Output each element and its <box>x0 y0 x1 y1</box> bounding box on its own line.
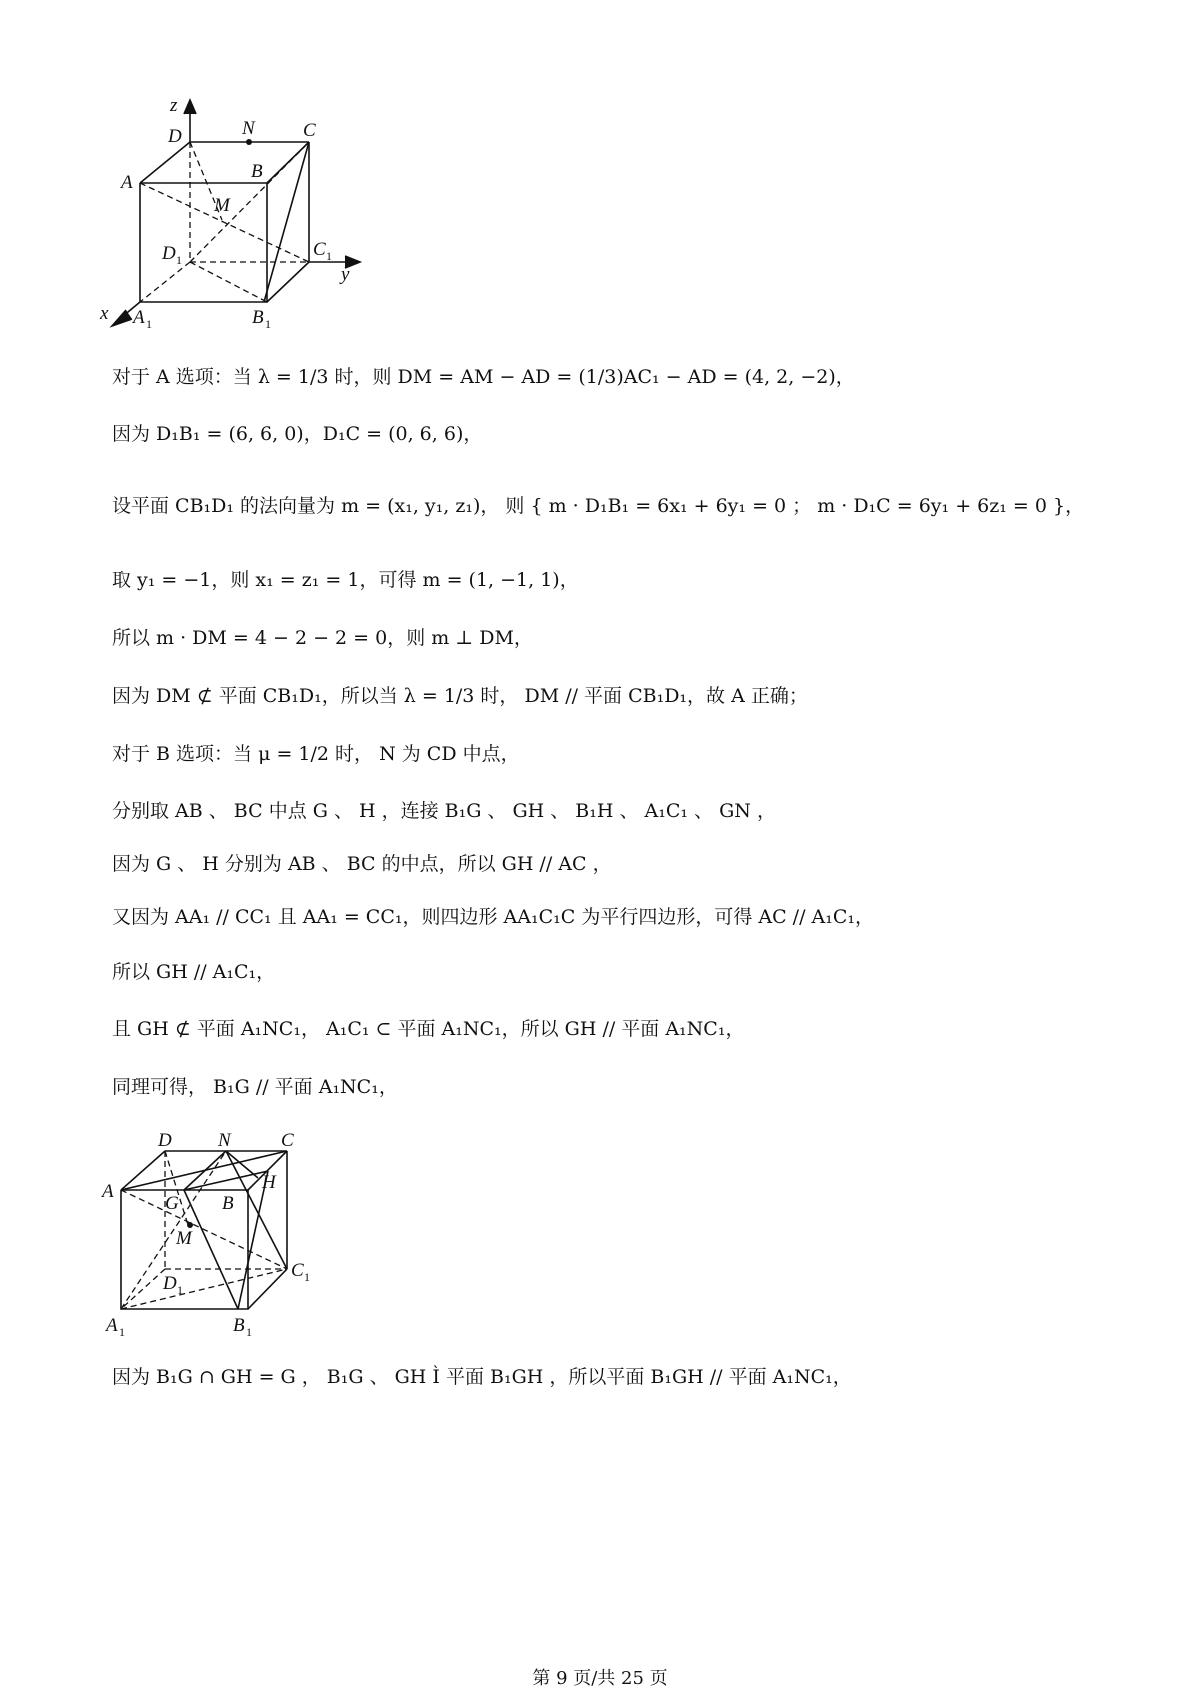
cube-figure-1 <box>95 90 375 340</box>
label-A: A <box>102 1181 114 1202</box>
line-normal-vector-system: 设平面 CB₁D₁ 的法向量为 m = (x₁, y₁, z₁)， 则 { m · D₁B₁ = 6x₁ + 6y₁ = 0 ； m · D₁C = 6y₁ + 6z₁ = 0 }， <box>112 495 1085 517</box>
label-C: C <box>303 120 316 141</box>
line-b1g-parallel-plane: 同理可得， B₁G // 平面 A₁NC₁， <box>112 1076 398 1098</box>
label-A: A <box>121 172 133 193</box>
svg-text:1: 1 <box>265 317 271 331</box>
label-B: B <box>251 161 263 182</box>
line-gh-parallel-ac: 因为 G 、 H 分别为 AB 、 BC 的中点，所以 GH // AC ， <box>112 853 612 875</box>
svg-text:1: 1 <box>146 317 152 331</box>
svg-text:1: 1 <box>177 1283 183 1297</box>
line-a-correct: 因为 DM ⊄ 平面 CB₁D₁，所以当 λ = 1/3 时， DM // 平面 CB₁D₁，故 A 正确； <box>112 685 808 707</box>
label-G: G <box>165 1193 179 1214</box>
svg-text:1: 1 <box>326 249 332 263</box>
label-D1: D <box>163 1273 177 1294</box>
line-option-a: 对于 A 选项：当 λ = 1/3 时，则 DM = AM − AD = (1/3)AC₁ − AD = (4, 2, −2)， <box>112 366 855 388</box>
label-C1: C <box>291 1260 304 1281</box>
label-D: D <box>168 126 182 147</box>
label-N: N <box>218 1130 231 1151</box>
label-A1: A <box>133 307 145 328</box>
svg-text:1: 1 <box>176 253 182 267</box>
svg-text:1: 1 <box>119 1325 125 1339</box>
line-gh-parallel-plane: 且 GH ⊄ 平面 A₁NC₁， A₁C₁ ⊂ 平面 A₁NC₁，所以 GH // 平面 A₁NC₁， <box>112 1018 745 1040</box>
label-D1: D <box>162 243 176 264</box>
label-y: y <box>341 264 350 285</box>
label-M: M <box>176 1228 192 1249</box>
point-N <box>246 139 252 145</box>
line-planes-parallel: 因为 B₁G ∩ GH = G ， B₁G 、 GH Ì 平面 B₁GH ，所以平面 B₁GH // 平面 A₁NC₁， <box>112 1366 852 1388</box>
label-H: H <box>262 1172 276 1193</box>
line-vectors-d1b1-d1c: 因为 D₁B₁ = (6, 6, 0)，D₁C = (0, 6, 6)， <box>112 423 483 445</box>
svg-text:1: 1 <box>304 1270 310 1284</box>
label-C: C <box>281 1130 294 1151</box>
label-z: z <box>170 95 178 116</box>
line-dot-product: 所以 m · DM = 4 − 2 − 2 = 0，则 m ⊥ DM， <box>112 627 533 649</box>
line-parallelogram: 又因为 AA₁ // CC₁ 且 AA₁ = CC₁，则四边形 AA₁C₁C 为平行四边形，可得 AC // A₁C₁， <box>112 906 875 928</box>
label-N: N <box>242 118 255 139</box>
label-x: x <box>100 303 109 324</box>
label-M: M <box>214 195 230 216</box>
label-B1: B <box>252 307 264 328</box>
svg-text:1: 1 <box>246 1325 252 1339</box>
line-midpoints: 分别取 AB 、 BC 中点 G 、 H ，连接 B₁G 、 GH 、 B₁H 、 A₁C₁ 、 GN ， <box>112 800 776 822</box>
line-gh-parallel-a1c1: 所以 GH // A₁C₁， <box>112 961 276 983</box>
label-B1: B <box>233 1315 245 1336</box>
label-D: D <box>158 1130 172 1151</box>
label-B: B <box>222 1193 234 1214</box>
cube-1-axes <box>112 100 360 326</box>
page-footer: 第 9 页/共 25 页 <box>532 1668 668 1689</box>
line-option-b: 对于 B 选项：当 μ = 1/2 时， N 为 CD 中点， <box>112 743 520 765</box>
label-A1: A <box>106 1315 118 1336</box>
line-take-y1: 取 y₁ = −1，则 x₁ = z₁ = 1，可得 m = (1, −1, 1)， <box>112 569 579 591</box>
cube-figure-2 <box>95 1120 335 1350</box>
label-C1: C <box>313 239 326 260</box>
